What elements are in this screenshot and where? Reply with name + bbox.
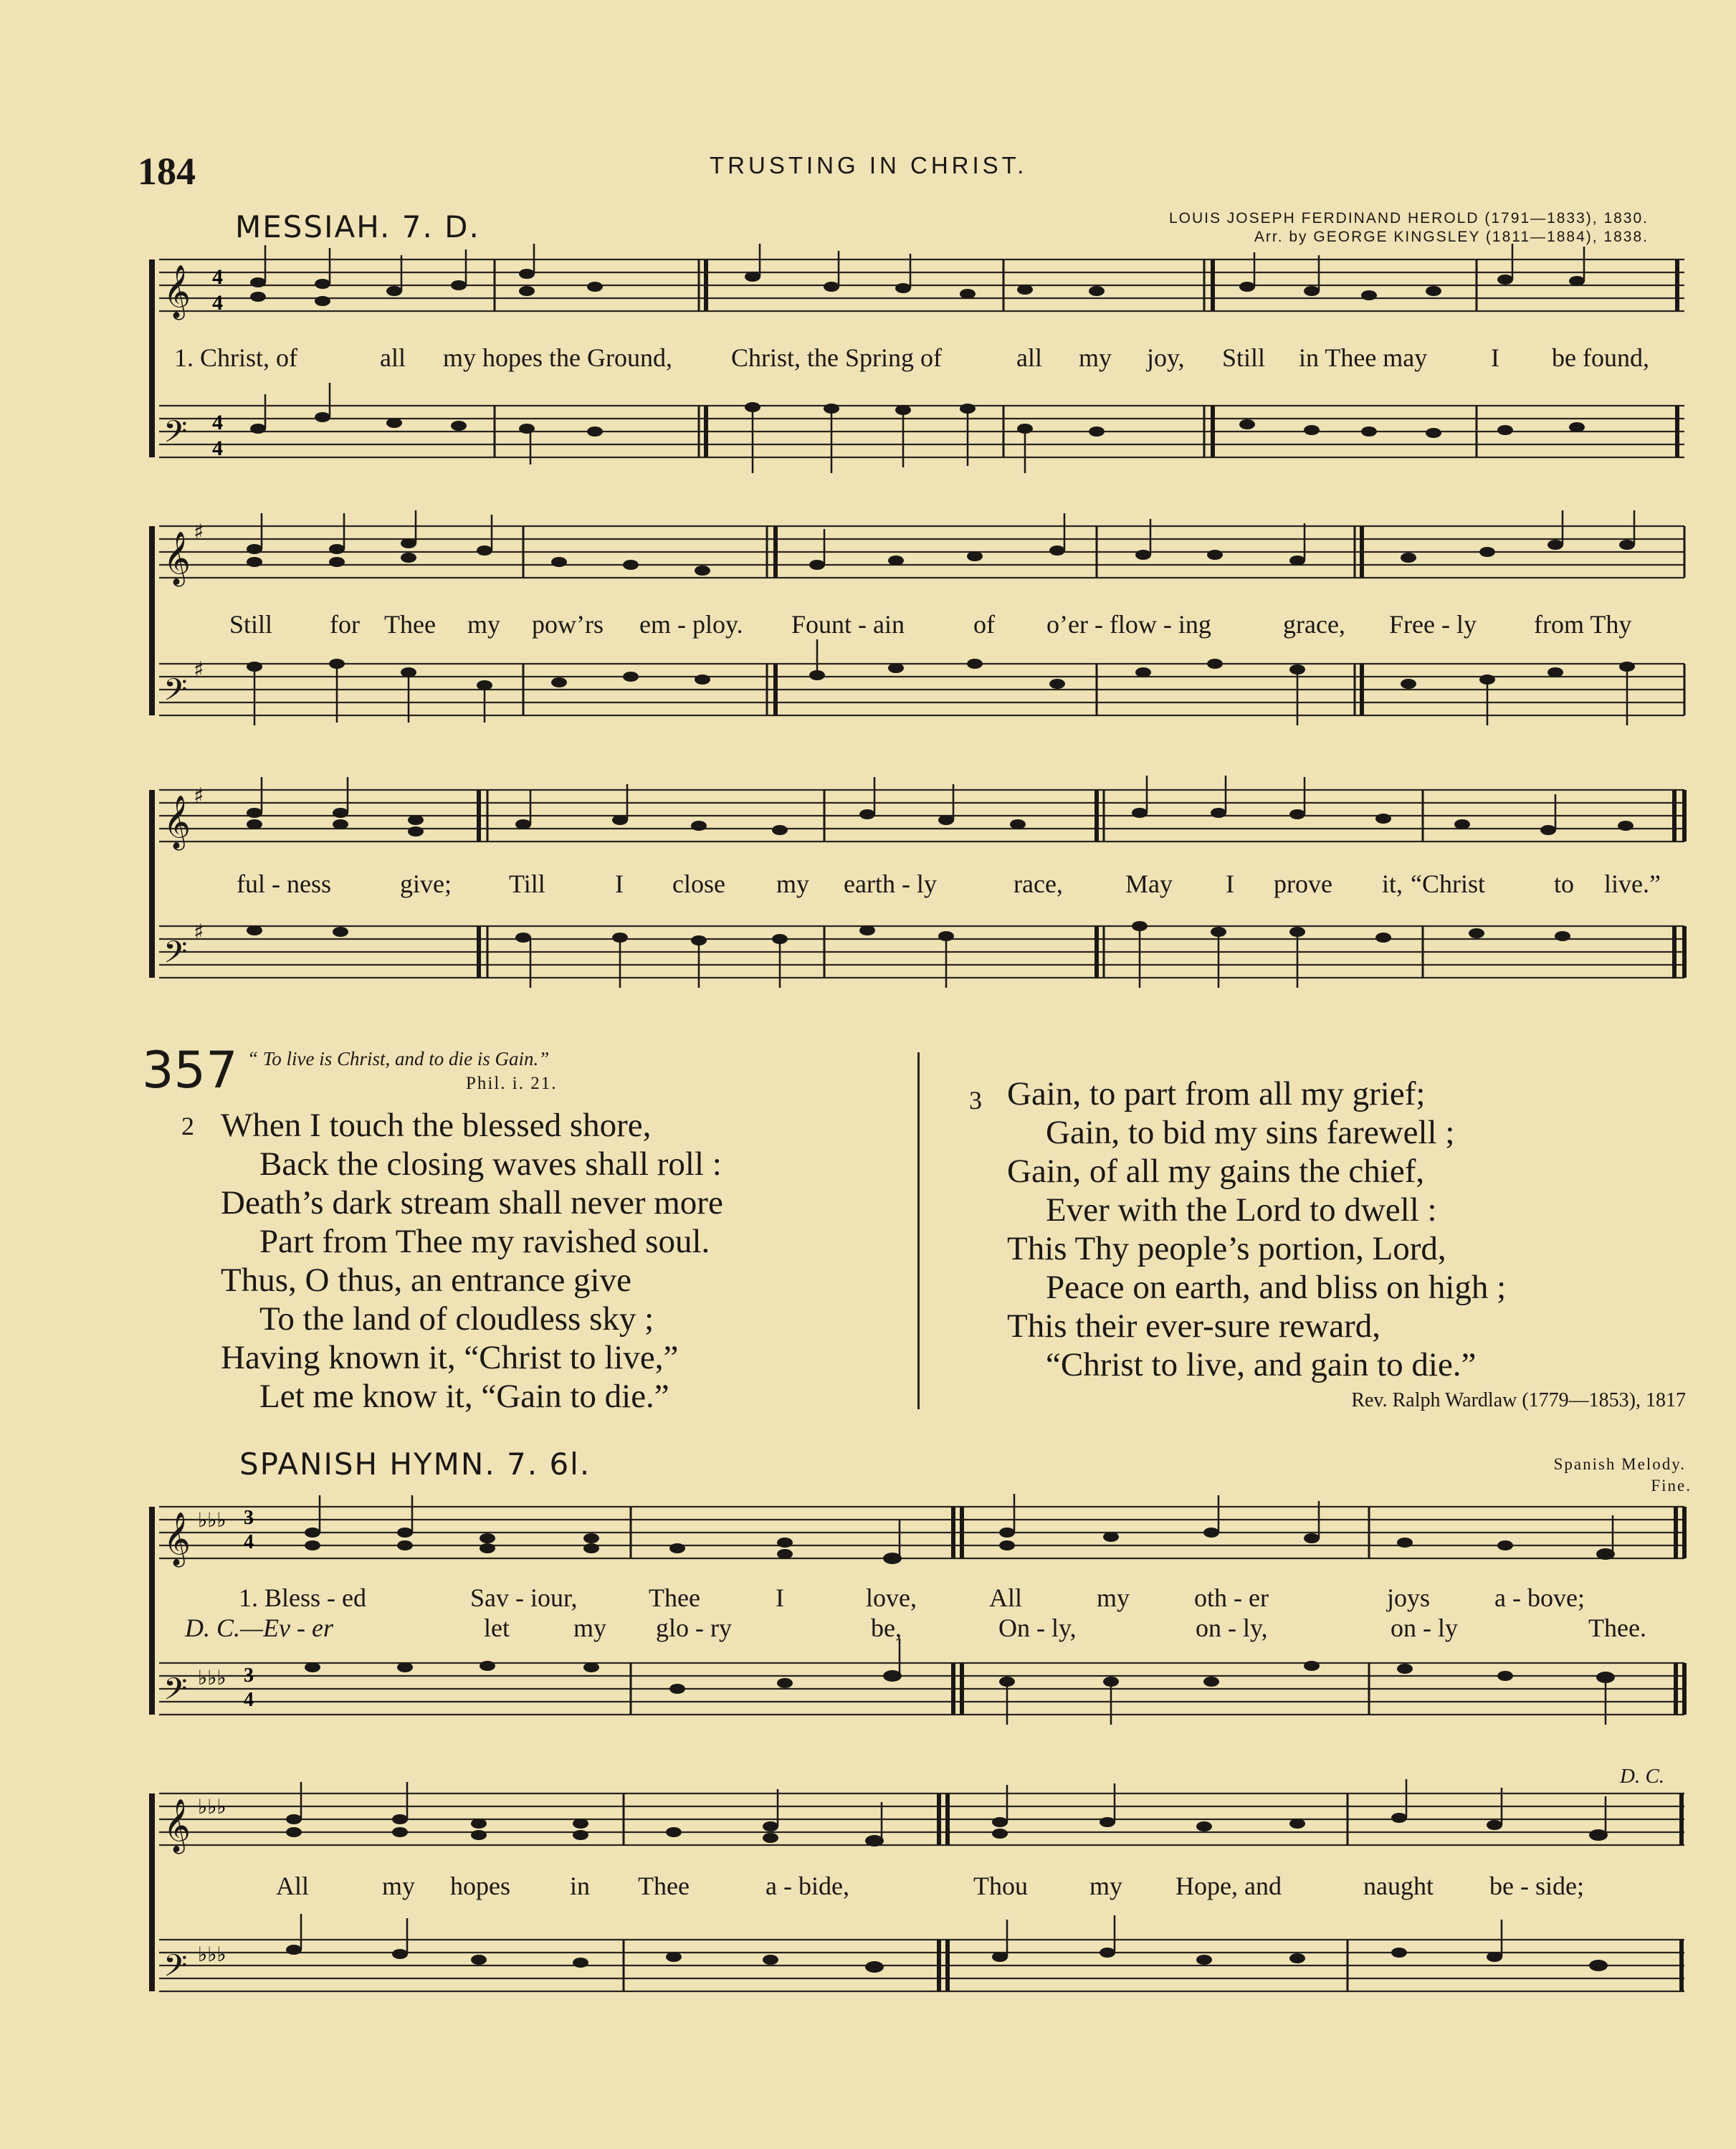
lyric-syllable: Thee (384, 610, 436, 639)
lyric-syllable: Till (509, 869, 545, 898)
lyric-syllable: All (276, 1872, 310, 1900)
svg-text:𝄞: 𝄞 (163, 796, 191, 849)
svg-text:𝄢: 𝄢 (163, 1672, 188, 1715)
lyric-syllable: my (467, 610, 501, 639)
verse-line: Peace on earth, and bliss on high ; (1046, 1269, 1507, 1306)
hymn-author: Rev. Ralph Wardlaw (1779—1853), 1817 (1351, 1389, 1686, 1411)
lyric-syllable: my (382, 1872, 416, 1900)
lyric-syllable: be, (871, 1614, 902, 1642)
lyric-syllable: Still (229, 610, 273, 639)
lyric-syllable: I (615, 869, 624, 898)
lyric-syllable: my (573, 1614, 607, 1642)
lyric-syllable: in (570, 1872, 591, 1900)
lyric-syllable: Thee (638, 1872, 690, 1900)
lyric-syllable: joys (1387, 1583, 1431, 1612)
messiah-lyrics-system-1 (0, 343, 1736, 378)
lyric-syllable: All (989, 1583, 1023, 1612)
lyric-syllable: all (380, 343, 406, 372)
lyric-syllable: a - bide, (766, 1872, 849, 1900)
verse-line: This Thy people’s portion, Lord, (1007, 1230, 1446, 1267)
lyric-syllable: close (672, 869, 725, 898)
lyric-syllable: Still (1222, 343, 1266, 372)
lyric-syllable: 1. Bless - ed (239, 1583, 366, 1612)
column-divider (917, 1052, 920, 1409)
lyric-syllable: all (1016, 343, 1042, 372)
lyric-syllable: prove (1274, 869, 1332, 898)
stanza-number-3: 3 (969, 1086, 982, 1115)
scripture-citation: Phil. i. 21. (466, 1074, 558, 1093)
lyric-syllable: glo - ry (656, 1614, 732, 1642)
verse-line: Thus, O thus, an entrance give (221, 1262, 631, 1299)
verse-line: Gain, of all my gains the chief, (1007, 1153, 1425, 1190)
lyric-syllable: of (973, 610, 995, 639)
lyric-syllable: my hopes the Ground, (443, 343, 672, 372)
lyric-syllable: in Thee may (1299, 343, 1428, 372)
tune-source: Spanish Melody. (1553, 1455, 1686, 1473)
svg-text:𝄞: 𝄞 (163, 532, 191, 585)
lyric-syllable: my (776, 869, 810, 898)
verse-line: This their ever-sure reward, (1007, 1307, 1381, 1345)
lyric-syllable: Thee (649, 1583, 700, 1612)
messiah-lyrics-system-3 (0, 869, 1736, 905)
lyric-syllable: race, (1014, 869, 1063, 898)
lyric-syllable: give; (400, 869, 452, 898)
epigraph: “ To live is Christ, and to die is Gain.” (247, 1048, 550, 1069)
lyric-syllable: for (330, 610, 360, 639)
lyric-syllable: live.” (1604, 869, 1661, 898)
svg-text:♭♭♭: ♭♭♭ (198, 1666, 226, 1690)
lyric-syllable: my (1089, 1872, 1123, 1900)
tune-title-messiah: MESSIAH. 7. D. (235, 209, 480, 244)
lyric-syllable: May (1125, 869, 1173, 898)
lyric-syllable: em - ploy. (639, 610, 743, 639)
arranger-credit: Arr. by GEORGE KINGSLEY (1811—1884), 1838. (1254, 229, 1649, 245)
stanza-3 (1007, 1074, 1506, 1384)
lyric-syllable: “Christ (1411, 869, 1485, 898)
verse-line: Part from Thee my ravished soul. (259, 1223, 710, 1260)
svg-text:4: 4 (212, 411, 223, 434)
lyric-syllable: naught (1363, 1872, 1434, 1900)
lyric-syllable: On - ly, (998, 1614, 1077, 1642)
verse-line: Back the closing waves shall roll : (259, 1145, 722, 1183)
svg-text:𝄞: 𝄞 (163, 1512, 191, 1566)
lyric-syllable: Fount - ain (791, 610, 905, 639)
lyric-syllable: on - ly (1391, 1614, 1458, 1642)
svg-text:𝄞: 𝄞 (163, 1799, 191, 1852)
lyric-syllable: let (484, 1614, 510, 1642)
svg-text:♭♭♭: ♭♭♭ (198, 1508, 226, 1532)
verse-line: Gain, to part from all my grief; (1007, 1075, 1426, 1112)
verse-line: Ever with the Lord to dwell : (1046, 1191, 1437, 1229)
spanish-lyrics-line-2 (0, 1871, 1736, 1907)
lyric-syllable: be - side; (1489, 1872, 1584, 1900)
svg-text:♭♭♭: ♭♭♭ (198, 1795, 226, 1819)
lyric-syllable: ful - ness (237, 869, 331, 898)
lyric-syllable: love, (866, 1583, 917, 1612)
lyric-syllable: Free - ly (1389, 610, 1477, 639)
dc-label: D. C.—Ev - er (185, 1614, 333, 1642)
spanish-lyrics-line-dc (0, 1613, 1736, 1649)
svg-text:4: 4 (212, 437, 223, 460)
svg-text:3: 3 (244, 1664, 254, 1687)
fine-marking: Fine. (1651, 1477, 1692, 1495)
verse-line: “Christ to live, and gain to die.” (1046, 1346, 1477, 1383)
lyric-syllable: pow’rs (532, 610, 604, 639)
lyric-syllable: from Thy (1534, 610, 1632, 639)
lyric-syllable: I (1491, 343, 1499, 372)
stanza-number-2: 2 (181, 1112, 194, 1140)
messiah-lyrics-system-2 (0, 609, 1736, 645)
lyric-syllable: on - ly, (1196, 1614, 1268, 1642)
lyric-syllable: 1. Christ, of (174, 343, 298, 372)
hymn-number: 357 (142, 1041, 238, 1100)
stanza-2 (221, 1106, 723, 1416)
verse-line: Having known it, “Christ to live,” (221, 1339, 679, 1376)
composer-credit: LOUIS JOSEPH FERDINAND HEROLD (1791—1833), 1830. (1168, 210, 1649, 227)
lyric-syllable: Thou (973, 1872, 1028, 1900)
svg-text:3: 3 (244, 1507, 254, 1529)
lyric-syllable: I (1226, 869, 1234, 898)
svg-text:4: 4 (212, 291, 223, 315)
lyric-syllable: joy, (1147, 343, 1185, 372)
lyric-syllable: hopes (450, 1872, 510, 1900)
lyric-syllable: my (1079, 343, 1112, 372)
lyric-syllable: o’er - flow - ing (1046, 610, 1211, 639)
verse-line: Death’s dark stream shall never more (221, 1184, 723, 1221)
svg-text:𝄢: 𝄢 (163, 414, 188, 457)
lyric-syllable: grace, (1283, 610, 1345, 639)
svg-text:♭♭♭: ♭♭♭ (198, 1943, 226, 1966)
svg-text:𝄢: 𝄢 (163, 672, 188, 715)
lyric-syllable: oth - er (1194, 1583, 1269, 1612)
messiah-credits (1169, 209, 1649, 247)
verse-line: When I touch the blessed shore, (221, 1107, 652, 1144)
svg-text:♯: ♯ (194, 783, 204, 809)
verse-line: To the land of cloudless sky ; (259, 1300, 654, 1338)
running-head: TRUSTING IN CHRIST. (710, 152, 1028, 178)
lyric-syllable: Sav - iour, (470, 1583, 578, 1612)
svg-text:4: 4 (244, 1531, 254, 1553)
svg-text:𝄢: 𝄢 (163, 1948, 188, 1991)
svg-text:4: 4 (212, 265, 223, 289)
lyric-syllable: Christ, the Spring of (731, 343, 942, 372)
page-number: 184 (138, 150, 196, 193)
lyric-syllable: earth - ly (844, 869, 937, 898)
lyric-syllable: I (776, 1583, 784, 1612)
verse-line: Let me know it, “Gain to die.” (259, 1378, 669, 1415)
da-capo-marking: D. C. (1620, 1765, 1665, 1788)
svg-text:♯: ♯ (194, 657, 204, 682)
lyric-syllable: be found, (1552, 343, 1649, 372)
tune-title-spanish: SPANISH HYMN. 7. 6l. (239, 1447, 591, 1482)
svg-text:4: 4 (244, 1689, 254, 1711)
lyric-syllable: a - bove; (1494, 1583, 1585, 1612)
svg-text:♯: ♯ (194, 920, 204, 945)
lyric-syllable: my (1097, 1583, 1130, 1612)
verse-line: Gain, to bid my sins farewell ; (1046, 1114, 1455, 1151)
lyric-syllable: it, (1382, 869, 1403, 898)
lyric-syllable: Thee. (1588, 1614, 1646, 1642)
svg-text:𝄞: 𝄞 (163, 265, 191, 318)
lyric-syllable: Hope, and (1175, 1872, 1282, 1900)
svg-text:♯: ♯ (194, 520, 204, 545)
svg-text:𝄢: 𝄢 (163, 935, 188, 978)
lyric-syllable: to (1554, 869, 1575, 898)
